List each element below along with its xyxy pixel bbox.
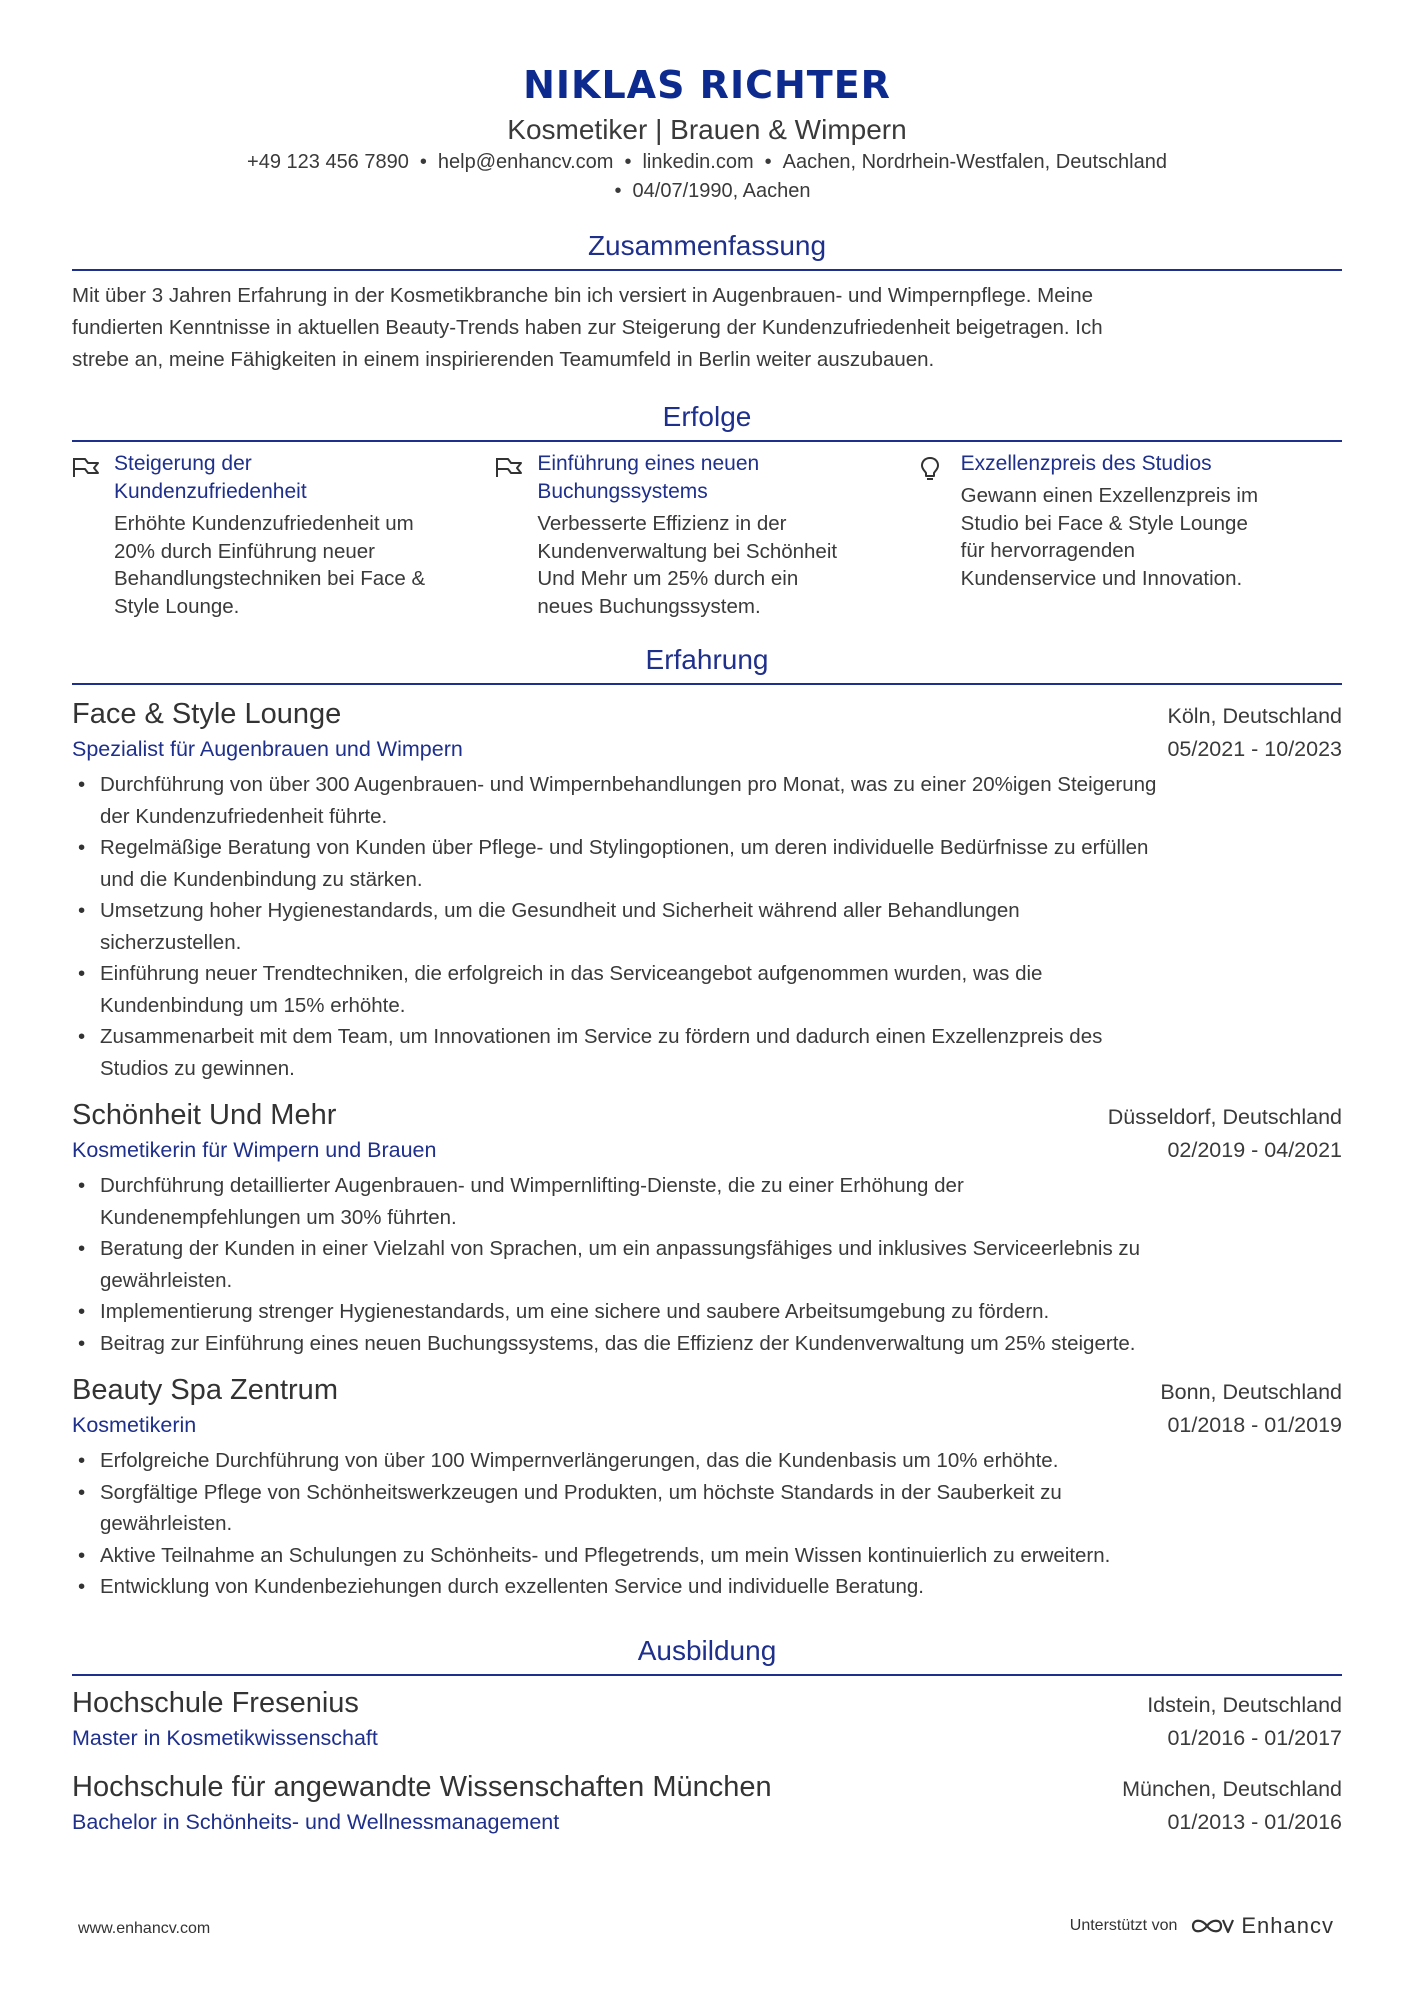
section-divider [72, 683, 1342, 685]
job-entry [72, 1096, 1342, 1359]
lightbulb-icon [919, 450, 961, 620]
enhancv-brand: Enhancv [1241, 1913, 1334, 1938]
section-divider [72, 1674, 1342, 1676]
company-name: Schönheit Und Mehr [72, 1099, 337, 1131]
section-divider [72, 440, 1342, 442]
school-location: Idstein, Deutschland [1147, 1692, 1342, 1717]
section-title-experience: Erfahrung [645, 644, 769, 675]
job-bullet: • Sorgfältige Pflege von Schönheitswerkzeugen und Produkten, um höchste Standards in der Sauberkeit zu gewährleisten. [72, 1477, 1342, 1540]
linkedin[interactable]: linkedin.com [642, 151, 754, 173]
job-bullet: • Beratung der Kunden in einer Vielzahl von Sprachen, um ein anpassungsfähiges und inklusives Serviceerlebnis zu gewährleisten. [72, 1233, 1342, 1296]
degree: Master in Kosmetikwissenschaft [72, 1725, 378, 1750]
job-bullet: • Regelmäßige Beratung von Kunden über Pflege- und Stylingoptionen, um deren individuelle Bedürfnisse zu erfüllen und die Kundenbindung zu stärken. [72, 832, 1342, 895]
achievement-title: Einführung eines neuen Buchungssystems [537, 452, 760, 503]
achievement-item [72, 450, 495, 620]
contact-line: +49 123 456 7890 • help@enhancv.com • linkedin.com • Aachen, Nordrhein-Westfalen, Deutschland [247, 151, 1167, 173]
section-title-education: Ausbildung [637, 1634, 777, 1666]
school-name: Hochschule Fresenius [72, 1686, 359, 1719]
job-entry [72, 695, 1342, 1084]
achievement-title: Steigerung der Kundenzufriedenheit [114, 452, 307, 503]
job-entry [72, 1371, 1342, 1603]
job-bullet: • Durchführung von über 300 Augenbrauen- und Wimpernbehandlungen pro Monat, was zu einer 20%igen Steigerung der Kundenzufriedenheit führte. [72, 769, 1342, 832]
job-role: Kosmetikerin für Wimpern und Brauen [72, 1138, 437, 1162]
birth-line: • 04/07/1990, Aachen [614, 180, 811, 202]
summary-section [72, 228, 1342, 376]
candidate-name: NIKLAS RICHTER [523, 63, 891, 107]
experience-section [72, 642, 1342, 1603]
job-dates: 01/2018 - 01/2019 [1167, 1413, 1342, 1437]
birth-date-place: 04/07/1990, Aachen [632, 180, 811, 202]
school-location: München, Deutschland [1122, 1776, 1342, 1801]
flag-icon [72, 450, 114, 620]
powered-by-label: Unterstützt von [1069, 1917, 1178, 1934]
job-bullet: • Aktive Teilnahme an Schulungen zu Schönheits- und Pflegetrends, um mein Wissen kontinuierlich zu erweitern. [72, 1540, 1342, 1572]
section-title-achievements: Erfolge [662, 401, 752, 432]
job-location: Köln, Deutschland [1167, 704, 1342, 728]
company-name: Face & Style Lounge [72, 698, 342, 730]
footer-website[interactable]: www.enhancv.com [78, 1920, 211, 1937]
job-bullet: • Entwicklung von Kundenbeziehungen durch exzellenten Service und individuelle Beratung. [72, 1571, 1342, 1603]
job-bullet: • Implementierung strenger Hygienestandards, um eine sichere und saubere Arbeitsumgebung zu fördern. [72, 1296, 1342, 1328]
job-role: Kosmetikerin [72, 1413, 197, 1437]
job-dates: 02/2019 - 04/2021 [1167, 1138, 1342, 1162]
achievement-description: Erhöhte Kundenzufriedenheit um 20% durch Einführung neuer Behandlungstechniken bei Face & Style Lounge. [114, 512, 426, 618]
job-bullet: • Beitrag zur Einführung eines neuen Buchungssystems, das die Effizienz der Kundenverwaltung um 25% steigerte. [72, 1328, 1342, 1360]
job-bullet: • Erfolgreiche Durchführung von über 100 Wimpernverlängerungen, das die Kundenbasis um 10% erhöhte. [72, 1445, 1342, 1477]
education-dates: 01/2013 - 01/2016 [1167, 1809, 1342, 1834]
resume-page [72, 62, 1342, 1838]
achievement-title: Exzellenzpreis des Studios [960, 452, 1212, 475]
job-role: Spezialist für Augenbrauen und Wimpern [72, 737, 463, 761]
job-bullet: • Einführung neuer Trendtechniken, die erfolgreich in das Serviceangebot aufgenommen wurden, was die Kundenbindung um 15% erhöhte. [72, 958, 1342, 1021]
education-section [72, 1633, 1342, 1838]
section-divider [72, 269, 1342, 271]
email[interactable]: help@enhancv.com [437, 151, 614, 173]
school-name: Hochschule für angewandte Wissenschaften München [72, 1770, 772, 1803]
summary-line: strebe an, meine Fähigkeiten in einem inspirierenden Teamumfeld in Berlin weiter auszubauen. [72, 348, 935, 371]
job-bullet: • Umsetzung hoher Hygienestandards, um die Gesundheit und Sicherheit während aller Behandlungen sicherzustellen. [72, 895, 1342, 958]
job-dates: 05/2021 - 10/2023 [1167, 737, 1342, 761]
achievement-description: Verbesserte Effizienz in der Kundenverwaltung bei Schönheit Und Mehr um 25% durch ein neues Buchungssystem. [537, 512, 838, 618]
achievement-item [495, 450, 918, 620]
job-location: Bonn, Deutschland [1160, 1380, 1342, 1404]
education-entry [72, 1768, 1342, 1838]
education-dates: 01/2016 - 01/2017 [1167, 1725, 1342, 1750]
education-entry [72, 1684, 1342, 1754]
section-title-summary: Zusammenfassung [587, 230, 827, 261]
footer-branding [1070, 1913, 1334, 1939]
achievements-section [72, 399, 1342, 620]
job-bullet: • Zusammenarbeit mit dem Team, um Innovationen im Service zu fördern und dadurch einen Exzellenzpreis des Studios zu gewinnen. [72, 1021, 1342, 1084]
flag-icon [495, 450, 537, 620]
job-location: Düsseldorf, Deutschland [1107, 1105, 1342, 1129]
enhancv-logo-icon [1189, 1914, 1235, 1938]
degree: Bachelor in Schönheits- und Wellnessmanagement [72, 1809, 560, 1834]
company-name: Beauty Spa Zentrum [72, 1374, 338, 1406]
summary-line: fundierten Kenntnisse in aktuellen Beauty-Trends haben zur Steigerung der Kundenzufriedenheit beigetragen. Ich [72, 316, 1103, 339]
candidate-title: Kosmetiker | Brauen & Wimpern [507, 114, 907, 145]
phone: +49 123 456 7890 [247, 151, 409, 173]
summary-line: Mit über 3 Jahren Erfahrung in der Kosmetikbranche bin ich versiert in Augenbrauen- und Wimpernpflege. Meine [72, 284, 1093, 307]
summary-text [72, 280, 1342, 376]
job-bullet: • Durchführung detaillierter Augenbrauen- und Wimpernlifting-Dienste, die zu einer Erhöhung der Kundenempfehlungen um 30% führten. [72, 1170, 1342, 1233]
achievement-description: Gewann einen Exzellenzpreis im Studio bei Face & Style Lounge für hervorragenden Kundenservice und Innovation. [960, 484, 1259, 590]
achievement-item [919, 450, 1342, 620]
location: Aachen, Nordrhein-Westfalen, Deutschland [782, 151, 1167, 173]
resume-header [72, 62, 1342, 206]
